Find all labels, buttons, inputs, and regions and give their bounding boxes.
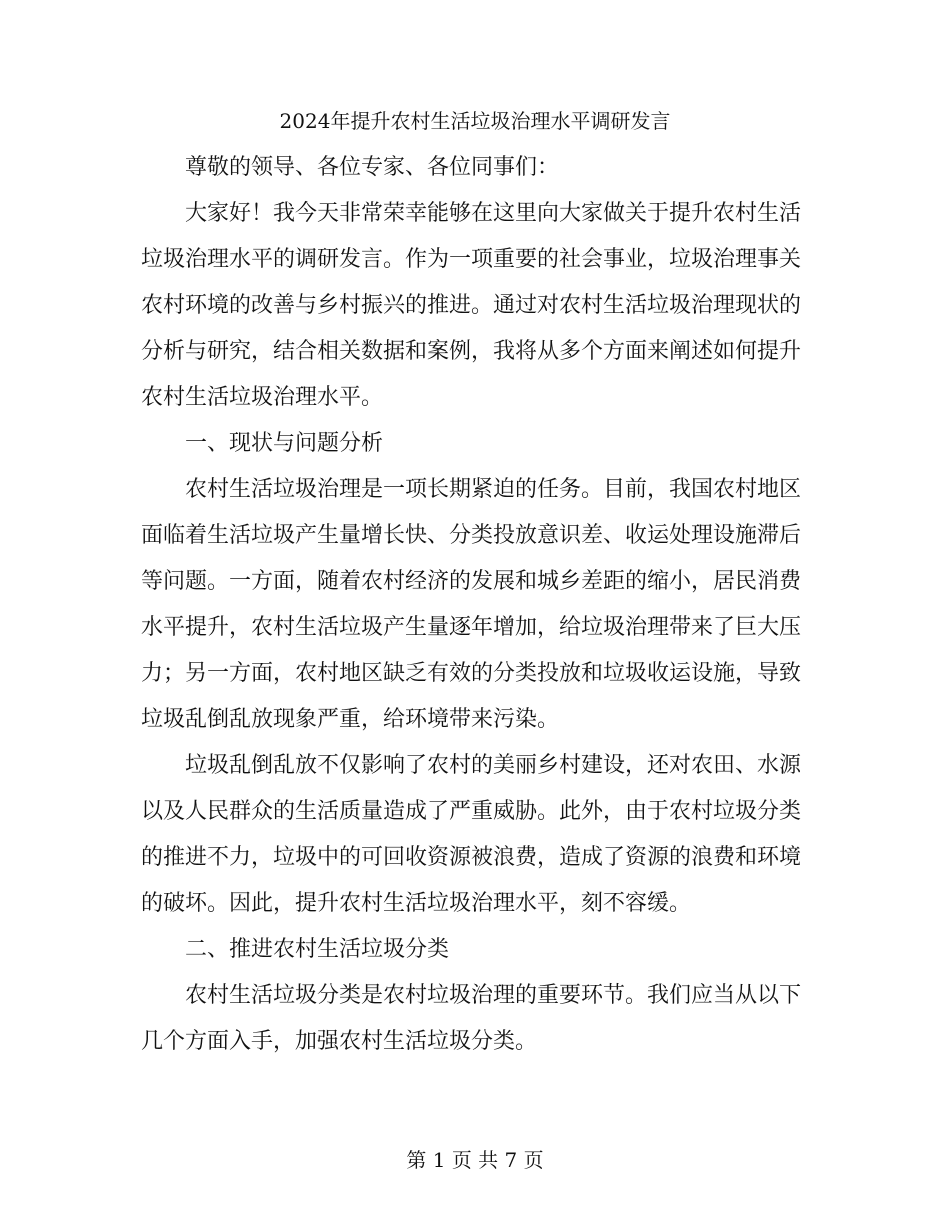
body-paragraph: 农村生活垃圾分类是农村垃圾治理的重要环节。我们应当从以下几个方面入手，加强农村生活垃圾分类。 xyxy=(141,983,802,1054)
document-body xyxy=(141,145,801,1065)
document-title: 2024年提升农村生活垃圾治理水平调研发言 xyxy=(279,109,671,133)
page-number-footer: 第 1 页 共 7 页 xyxy=(406,1148,544,1172)
body-paragraph: 垃圾乱倒乱放不仅影响了农村的美丽乡村建设，还对农田、水源以及人民群众的生活质量造成了严重威胁。此外，由于农村垃圾分类的推进不力，垃圾中的可回收资源被浪费，造成了资源的浪费和环境的破坏。因此，提升农村生活垃圾治理水平，刻不容缓。 xyxy=(141,753,802,916)
intro-paragraph: 大家好！我今天非常荣幸能够在这里向大家做关于提升农村生活垃圾治理水平的调研发言。作为一项重要的社会事业，垃圾治理事关农村环境的改善与乡村振兴的推进。通过对农村生活垃圾治理现状的分析与研究，结合相关数据和案例，我将从多个方面来阐述如何提升农村生活垃圾治理水平。 xyxy=(141,201,802,410)
section-heading-1: 一、现状与问题分析 xyxy=(185,431,384,456)
section-heading-2: 二、推进农村生活垃圾分类 xyxy=(185,937,450,962)
body-paragraph: 农村生活垃圾治理是一项长期紧迫的任务。目前，我国农村地区面临着生活垃圾产生量增长快、分类投放意识差、收运处理设施滞后等问题。一方面，随着农村经济的发展和城乡差距的缩小，居民消费水平提升，农村生活垃圾产生量逐年增加，给垃圾治理带来了巨大压力；另一方面，农村地区缺乏有效的分类投放和垃圾收运设施，导致垃圾乱倒乱放现象严重，给环境带来污染。 xyxy=(141,477,802,732)
salutation-paragraph: 尊敬的领导、各位专家、各位同事们： xyxy=(185,155,560,180)
